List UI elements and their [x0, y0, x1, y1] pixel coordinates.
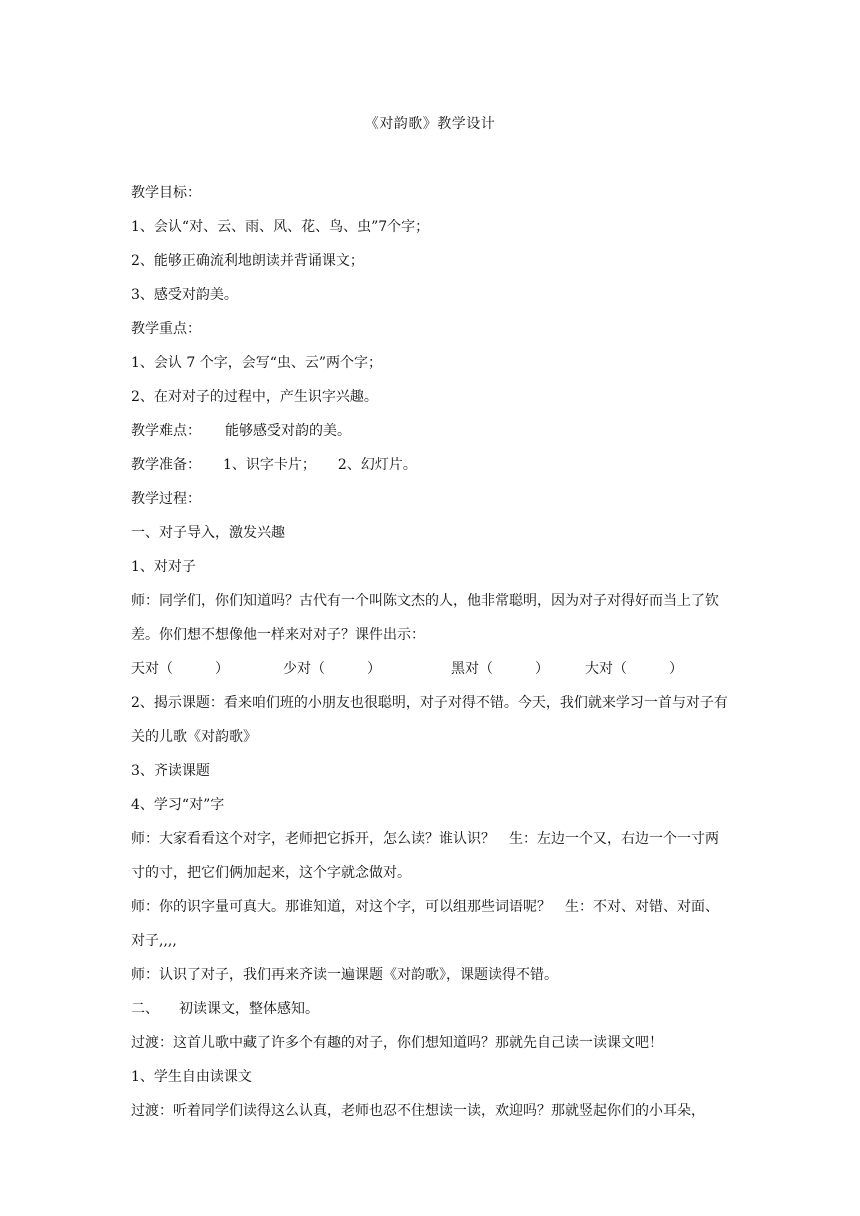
objective-item-2: 2、能够正确流利地朗读并背诵课文； [131, 253, 364, 269]
section-heading-key-points: 教学重点： [131, 321, 201, 337]
difficulty-label: 教学难点： [131, 423, 201, 439]
key-point-item-1: 1、会认 7 个字，会写“虫、云”两个字； [131, 355, 383, 371]
step-2-text: 初读课文，整体感知。 [179, 1001, 319, 1017]
difficulty-text: 能够感受对韵的美。 [225, 423, 351, 439]
preparation-item-2: 2、幻灯片。 [337, 457, 417, 473]
difficulty-line [131, 414, 731, 448]
couplet-blank-4: 大对（ ） [585, 661, 683, 677]
couplet-exercise-row [131, 652, 731, 686]
section-heading-process: 教学过程： [131, 491, 201, 507]
teacher-line-4: 师：认识了对子，我们再来齐读一遍课题《对韵歌》，课题读得不错。 [131, 967, 558, 983]
process-substep-3: 3、齐读课题 [131, 763, 210, 779]
preparation-label: 教学准备： [131, 457, 201, 473]
couplet-blank-3: 黑对（ ） [451, 661, 549, 677]
preparation-line [131, 448, 731, 482]
couplet-blank-2: 少对（ ） [283, 661, 381, 677]
teacher-paragraph-2: 师：大家看看这个对字，老师把它拆开，怎么读？谁认识？ 生：左边一个又，右边一个一寸两寸的寸，把它们俩加起来，这个字就念做对。 [131, 831, 719, 881]
objective-item-1: 1、会认“对、云、雨、风、花、鸟、虫”7个字； [131, 219, 430, 235]
objective-item-3: 3、感受对韵美。 [131, 287, 238, 303]
process-step-2-heading [131, 992, 731, 1026]
document-body [131, 176, 731, 1128]
couplet-blank-1: 天对（ ） [131, 661, 229, 677]
teacher-paragraph-3: 师：你的识字量可真大。那谁知道，对这个字，可以组那些词语呢？ 生：不对、对错、对面、对子,,,, [131, 899, 719, 949]
process-substep-2-1: 1、学生自由读课文 [131, 1069, 252, 1085]
key-point-item-2: 2、在对对子的过程中，产生识字兴趣。 [131, 389, 378, 405]
process-substep-4: 4、学习“对”字 [131, 797, 225, 813]
preparation-item-1: 1、识字卡片； [223, 457, 316, 473]
reveal-topic-paragraph: 2、揭示课题：看来咱们班的小朋友也很聪明，对子对得不错。今天，我们就来学习一首与对子有关的儿歌《对韵歌》 [131, 695, 728, 745]
section-heading-objectives: 教学目标： [131, 185, 201, 201]
process-substep-1: 1、对对子 [131, 559, 196, 575]
transition-line-2: 过渡：听着同学们读得这么认真，老师也忍不住想读一读，欢迎吗？那就竖起你们的小耳朵， [131, 1103, 705, 1119]
transition-line-1: 过渡：这首儿歌中藏了许多个有趣的对子，你们想知道吗？那就先自己读一读课文吧！ [131, 1035, 663, 1051]
teacher-paragraph-1: 师：同学们，你们知道吗？古代有一个叫陈文杰的人，他非常聪明，因为对子对得好而当上了钦差。你们想不想像他一样来对对子？课件出示： [131, 593, 719, 643]
step-2-number: 二、 [131, 1001, 159, 1017]
document-title: 《对韵歌》教学设计 [364, 116, 496, 132]
process-step-1-heading: 一、对子导入，激发兴趣 [131, 525, 285, 541]
